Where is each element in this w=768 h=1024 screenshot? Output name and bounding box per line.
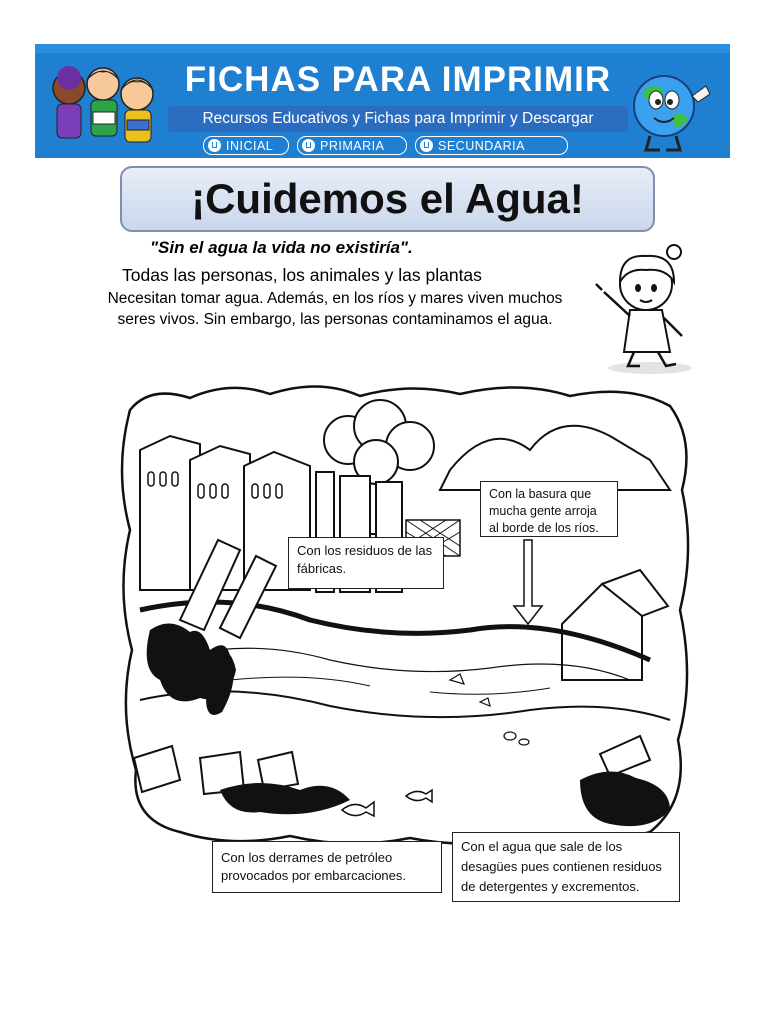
header-banner bbox=[35, 44, 730, 158]
callout-factories: Con los residuos de las fábricas. bbox=[288, 537, 444, 589]
nav-inicial-label: INICIAL bbox=[226, 139, 274, 153]
nav-primaria[interactable] bbox=[297, 136, 407, 155]
kids-icon bbox=[41, 56, 161, 156]
callout-sewage: Con el agua que sale de los desagües pues contienen residuos de detergentes y excrementos. bbox=[452, 832, 680, 902]
worksheet-title: ¡Cuidemos el Agua! bbox=[191, 175, 584, 222]
nav-secundaria[interactable] bbox=[415, 136, 568, 155]
arrow-down-icon bbox=[302, 139, 315, 152]
nav-secundaria-label: SECUNDARIA bbox=[438, 139, 525, 153]
callout-garbage: Con la basura que mucha gente arroja al borde de los ríos. bbox=[480, 481, 618, 537]
pollution-illustration bbox=[110, 380, 695, 850]
intro-line: Todas las personas, los animales y las plantas bbox=[122, 265, 482, 285]
worksheet-title-box bbox=[120, 166, 655, 232]
site-title: FICHAS PARA IMPRIMIR bbox=[184, 60, 612, 99]
girl-teacher-icon bbox=[590, 240, 700, 375]
arrow-down-icon bbox=[208, 139, 221, 152]
arrow-down-icon bbox=[420, 139, 433, 152]
nav-inicial[interactable] bbox=[203, 136, 289, 155]
nav-primaria-label: PRIMARIA bbox=[320, 139, 385, 153]
banner-stripe bbox=[35, 44, 730, 53]
site-subtitle: Recursos Educativos y Fichas para Imprimir y Descargar bbox=[168, 106, 628, 132]
callout-oil: Con los derrames de petróleo provocados por embarcaciones. bbox=[212, 841, 442, 893]
quote-text: "Sin el agua la vida no existiría". bbox=[150, 238, 413, 257]
globe-mascot-icon bbox=[620, 60, 720, 156]
intro-paragraph: Necesitan tomar agua. Además, en los ríos y mares viven muchos seres vivos. Sin embargo, las personas contaminamos el agua. bbox=[107, 290, 563, 328]
